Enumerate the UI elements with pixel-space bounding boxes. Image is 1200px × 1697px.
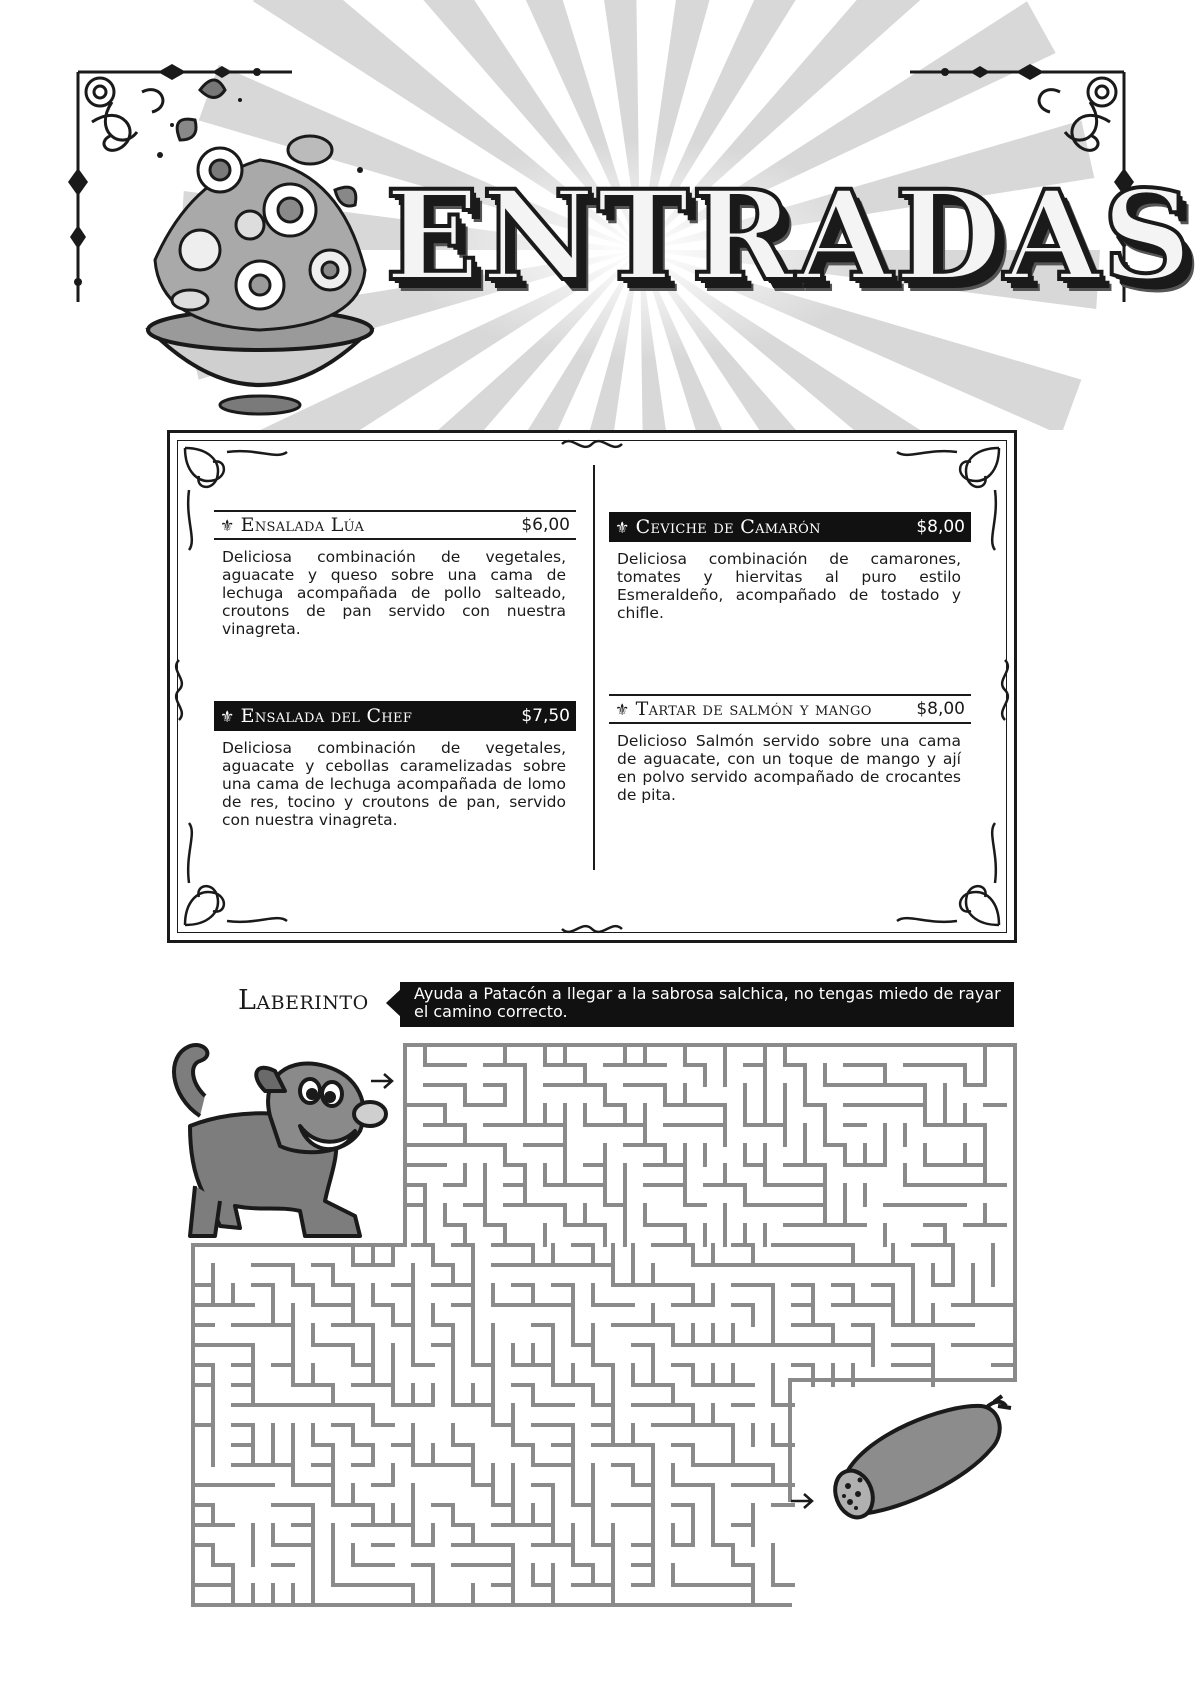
menu-item-price: $6,00 [521, 515, 570, 535]
menu-item-name: Tartar de salmón y mango [635, 698, 872, 720]
ornament-leaf-icon: ⚜ [615, 518, 630, 537]
menu-item-price: $8,00 [916, 699, 965, 719]
menu-item-name: Ensalada Lúa [240, 514, 365, 536]
dog-illustration [160, 1036, 400, 1256]
menu-item-name: Ensalada del Chef [240, 705, 413, 727]
sausage-illustration [826, 1394, 1016, 1524]
maze-label: Laberinto [238, 985, 369, 1016]
menu-item-description: Deliciosa combinación de vegetales, aguacate y queso sobre una cama de lechuga acompañada de pollo salteado, croutons de pan servido con nuestra vinagreta. [222, 548, 566, 638]
ornament-leaf-icon: ⚜ [615, 700, 630, 719]
menu-item-price: $7,50 [521, 706, 570, 726]
menu-item-name: Ceviche de Camarón [635, 516, 821, 538]
menu-item-description: Deliciosa combinación de vegetales, aguacate y cebollas caramelizadas sobre una cama de lechuga acompañada de lomo de res, tocino y croutons de pan, servido con nuestra vinagreta. [222, 739, 566, 829]
ornament-leaf-icon: ⚜ [220, 707, 235, 726]
ornament-leaf-icon: ⚜ [220, 516, 235, 535]
menu-item-description: Delicioso Salmón servido sobre una cama de aguacate, con un toque de mango y ají en polvo servido acompañado de crocantes de pita. [617, 732, 961, 804]
menu-item-price: $8,00 [916, 517, 965, 537]
page-title: ENTRADAS [385, 164, 1194, 309]
arrow-right-icon [790, 1492, 816, 1510]
menu-item-description: Deliciosa combinación de camarones, tomates y hiervitas al puro estilo Esmeraldeño, acompañado de tostado y chifle. [617, 550, 961, 622]
maze-instructions: Ayuda a Patacón a llegar a la sabrosa salchica, no tengas miedo de rayar el camino correcto. [400, 982, 1014, 1027]
